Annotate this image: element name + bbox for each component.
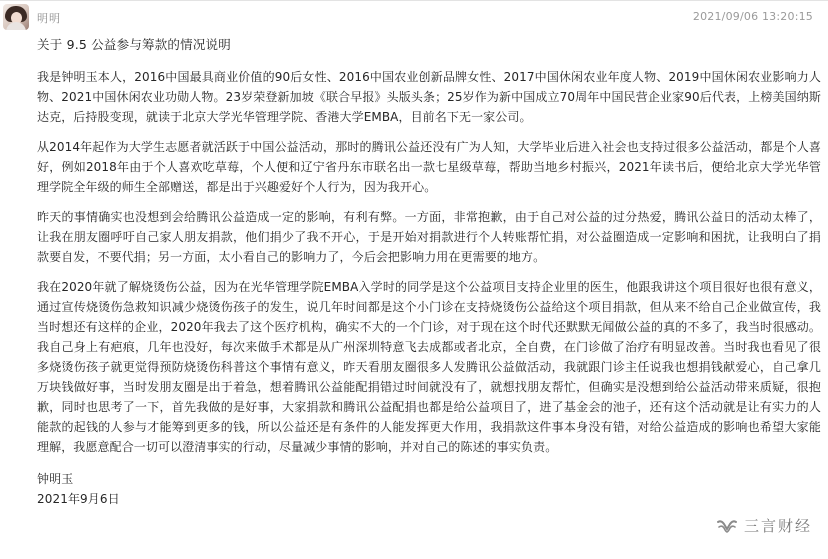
post-body: [37, 67, 821, 509]
post-title: 关于 9.5 公益参与筹款的情况说明: [37, 37, 231, 52]
author-avatar[interactable]: [3, 4, 29, 30]
signature-name: 钟明玉: [37, 472, 74, 486]
paragraph-apology: 昨天的事情确实也没想到会给腾讯公益造成一定的影响，有利有弊。一方面，非常抱歉，由于自己对公益的过分热爱，腾讯公益日的活动太棒了，让我在朋友圈呼吁自己家人朋友捐款，他们捐少了我不开心，于是开始对捐款进行个人转账帮忙捐，对公益圈造成一定影响和困扰，让我明白了捐款要自发，不要代捐；另一方面，太小看自己的影响力了，今后会把影响力用在更需要的地方。: [37, 210, 821, 264]
wechat-channel-icon: [716, 516, 738, 536]
avatar-body: [6, 22, 26, 30]
signature-date: 2021年9月6日: [37, 492, 120, 506]
author-name[interactable]: 明明: [37, 12, 61, 25]
watermark-text: 三言财经: [743, 517, 812, 535]
paragraph-history: 从2014年起作为大学生志愿者就活跃于中国公益活动，那时的腾讯公益还没有广为人知，大学毕业后进入社会也支持过很多公益活动，都是个人喜好，例如2018年由于个人喜欢吃草莓，个人便和辽宁省丹东市联名出一款七星级草莓，帮助当地乡村振兴，2021年读书后，便给北京大学光华管理学院全年级的师生全部赠送，都是出于兴趣爱好个人行为，因为我开心。: [37, 140, 821, 194]
paragraph-explanation: 我在2020年就了解烧烫伤公益，因为在光华管理学院EMBA入学时的同学是这个公益项目支持企业里的医生，他跟我讲这个项目很好也很有意义，通过宣传烧烫伤急救知识减少烧烫伤孩子的发生，说几年时间都是这个小门诊在支持烧烫伤公益给这个项目捐款，但从来不给自己企业做宣传，我当时想还有这样的企业，2020年我去了这个医疗机构，确实不大的一个门诊，对于现在这个时代还默默无闻做公益的真的不多了，我当时很感动。我自己身上有疤痕，几年也没好，每次来做手术都是从广州深圳特意飞去成都或者北京，全自费，在门诊做了治疗有明显改善。当时我也看见了很多烧烫伤孩子就更觉得预防烧烫伤科普这个事情有意义，昨天看朋友圈很多人发腾讯公益做活动，我就跟门诊主任说我也想捐钱献爱心，自己拿几万块钱做好事，当时发朋友圈是出于着急，想着腾讯公益能配捐错过时间就没有了，就想找朋友帮忙，但确实是没想到给公益活动带来质疑，很抱歉，同时也思考了一下，首先我做的是好事，大家捐款和腾讯公益配捐也都是给公益项目了，进了基金会的池子，还有这个活动就是让有实力的人能款的起钱的人参与才能筹到更多的钱，所以公益还是有条件的人能发挥更大作用，我捐款这件事本身没有错，对给公益造成的影响也希望大家能理解，我愿意配合一切可以澄清事实的行动，尽量减少事情的影响，并对自己的陈述的事实负责。: [37, 280, 821, 454]
paragraph-intro: 我是钟明玉本人，2016中国最具商业价值的90后女性、2016中国农业创新品牌女性、2017中国休闲农业年度人物、2019中国休闲农业影响力人物、2021中国休闲农业功勋人物。23岁荣登新加坡《联合早报》头版头条；25岁作为新中国成立70周年中国民营企业家90后代表，上榜美国纳斯达克，后持股变现，就读于北京大学光华管理学院、香港大学EMBA，目前名下无一家公司。: [37, 70, 821, 124]
watermark: [716, 515, 812, 536]
post-timestamp: 2021/09/06 13:20:15: [692, 10, 813, 23]
